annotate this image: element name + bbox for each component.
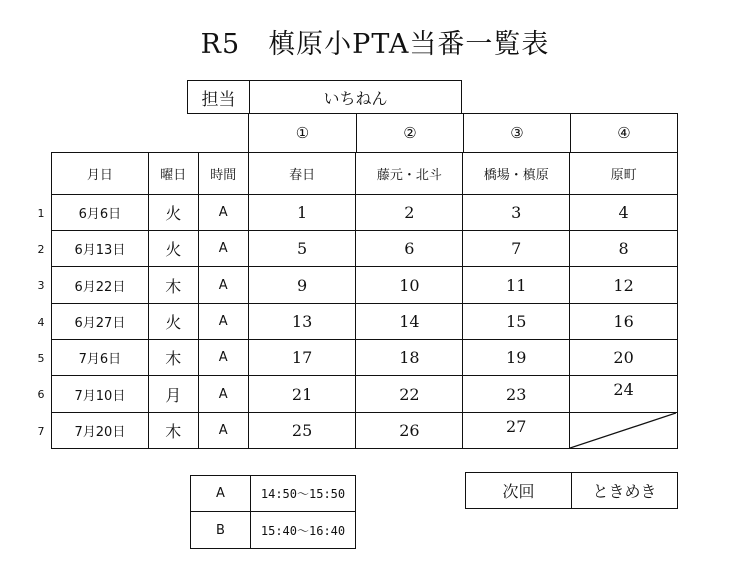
- duty-number-cell: 23: [463, 376, 570, 413]
- table-row: [52, 231, 678, 267]
- date-cell: 6月22日: [52, 267, 149, 304]
- row-index: 2: [37, 243, 45, 256]
- date-cell: 6月6日: [52, 195, 149, 231]
- weekday-cell: 木: [148, 340, 198, 376]
- duty-table: [51, 152, 678, 449]
- tanto-label: 担当: [188, 81, 250, 113]
- date-cell: 6月13日: [52, 231, 149, 267]
- legend-range-b: 15:40〜16:40: [260, 523, 346, 538]
- next-value: ときめき: [592, 482, 657, 501]
- legend-code-a: A: [191, 476, 251, 512]
- header-area-1: 春日: [248, 153, 356, 195]
- row-index: 5: [37, 352, 45, 365]
- duty-number-cell: 17: [248, 340, 356, 376]
- weekday-cell: 火: [148, 195, 198, 231]
- duty-number-cell: 14: [356, 304, 463, 340]
- weekday-cell: 火: [148, 304, 198, 340]
- table-row: [52, 340, 678, 376]
- weekday-cell: 木: [148, 413, 198, 449]
- duty-number-cell: 4: [570, 195, 678, 231]
- header-area-3: 橋場・槙原: [463, 153, 570, 195]
- duty-number-cell: 18: [356, 340, 463, 376]
- page-title: R5 槙原小PTA当番一覧表: [200, 29, 550, 60]
- duty-number-cell: 6: [356, 231, 463, 267]
- next-label: 次回: [466, 473, 572, 508]
- time-cell: A: [198, 267, 248, 304]
- tanto-value: いちねん: [323, 88, 388, 108]
- header-area-4: 原町: [570, 153, 678, 195]
- time-cell: A: [198, 304, 248, 340]
- duty-number-cell: 22: [356, 376, 463, 413]
- duty-number-cell: 21: [248, 376, 356, 413]
- empty-slashed-cell: [570, 413, 678, 449]
- next-box: [465, 472, 678, 509]
- group-number-1: ①: [249, 114, 357, 152]
- time-cell: A: [198, 231, 248, 267]
- header-date: 月日: [52, 153, 149, 195]
- duty-number-cell: 8: [570, 231, 678, 267]
- duty-number-cell: 5: [248, 231, 356, 267]
- header-time: 時間: [198, 153, 248, 195]
- header-weekday: 曜日: [148, 153, 198, 195]
- row-index: 3: [37, 279, 45, 292]
- time-cell: A: [198, 340, 248, 376]
- duty-number-cell: 10: [356, 267, 463, 304]
- duty-number-cell: 9: [248, 267, 356, 304]
- row-index: 7: [37, 425, 45, 438]
- tanto-box: [187, 80, 462, 114]
- row-index: 4: [37, 316, 45, 329]
- group-number-row: [248, 113, 678, 152]
- date-cell: 7月20日: [52, 413, 149, 449]
- table-row: [52, 376, 678, 413]
- duty-number-cell: 26: [356, 413, 463, 449]
- table-row: [52, 304, 678, 340]
- duty-number-cell: 7: [463, 231, 570, 267]
- group-number-4: ④: [617, 124, 631, 142]
- time-cell: A: [198, 376, 248, 413]
- time-legend: [190, 475, 356, 549]
- group-number-3: ③: [464, 114, 571, 152]
- duty-number-cell: 25: [248, 413, 356, 449]
- duty-number-cell: 24: [570, 376, 678, 413]
- weekday-cell: 木: [148, 267, 198, 304]
- duty-number-cell: 13: [248, 304, 356, 340]
- table-row: [52, 413, 678, 449]
- table-row: [52, 267, 678, 304]
- duty-number-cell: 27: [463, 413, 570, 449]
- date-cell: 6月27日: [52, 304, 149, 340]
- row-index: 6: [37, 388, 45, 401]
- duty-number-cell: 20: [570, 340, 678, 376]
- time-cell: A: [198, 413, 248, 449]
- duty-number-cell: 1: [248, 195, 356, 231]
- legend-code-b: B: [191, 512, 251, 548]
- diagonal-slash: [570, 413, 676, 448]
- row-index: 1: [37, 207, 45, 220]
- duty-number-cell: 12: [570, 267, 678, 304]
- date-cell: 7月10日: [52, 376, 149, 413]
- duty-number-cell: 16: [570, 304, 678, 340]
- legend-range-a: 14:50〜15:50: [251, 476, 355, 512]
- table-header-row: [52, 153, 678, 195]
- duty-number-cell: 3: [463, 195, 570, 231]
- duty-number-cell: 15: [463, 304, 570, 340]
- group-number-2: ②: [357, 114, 464, 152]
- weekday-cell: 月: [148, 376, 198, 413]
- table-row: [52, 195, 678, 231]
- duty-number-cell: 11: [463, 267, 570, 304]
- date-cell: 7月6日: [52, 340, 149, 376]
- duty-number-cell: 2: [356, 195, 463, 231]
- header-area-2: 藤元・北斗: [356, 153, 463, 195]
- duty-number-cell: 19: [463, 340, 570, 376]
- weekday-cell: 火: [148, 231, 198, 267]
- time-cell: A: [198, 195, 248, 231]
